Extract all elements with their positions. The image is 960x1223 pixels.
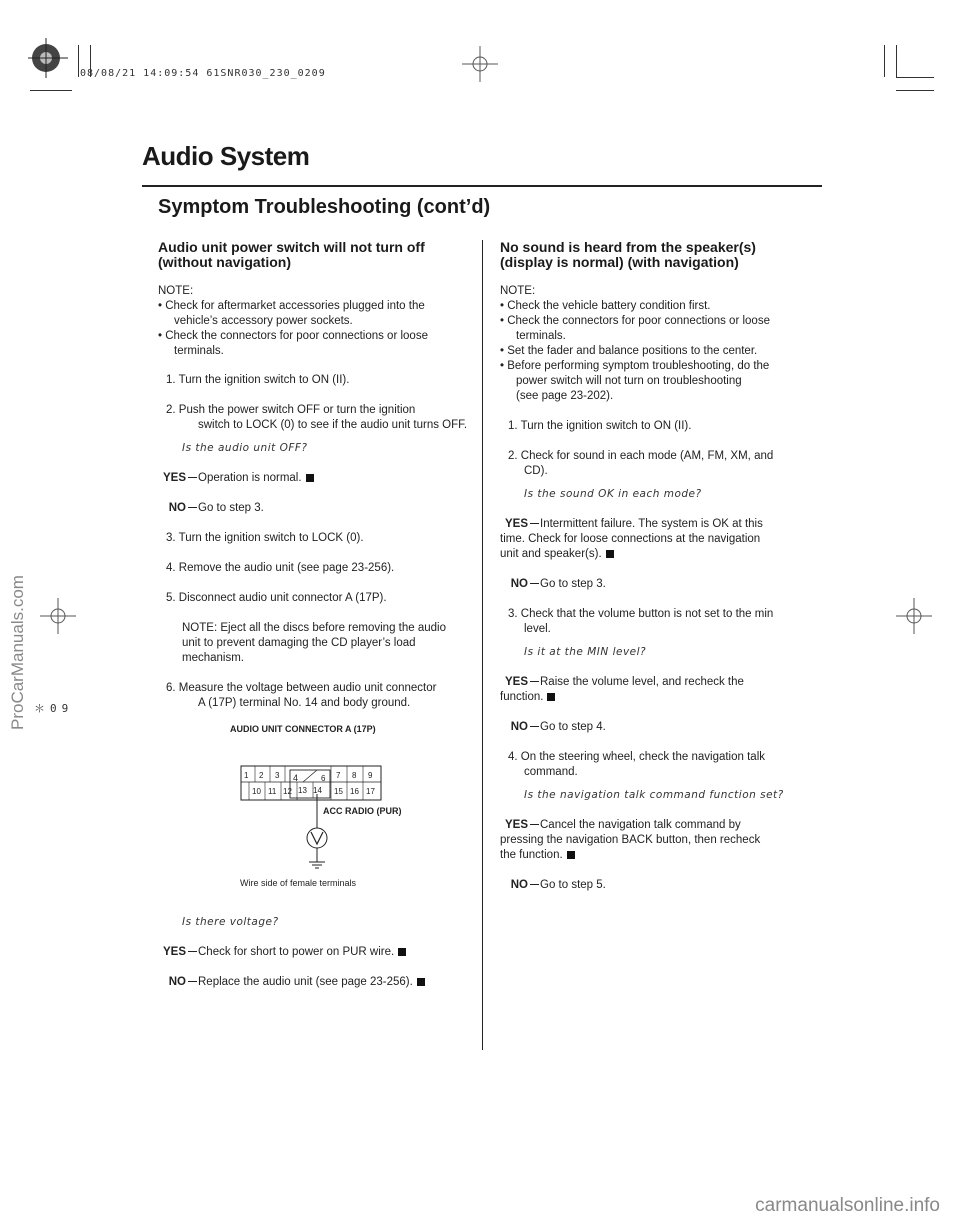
step-5-note-cont: unit to prevent damaging the CD player’s load <box>182 637 416 649</box>
pin-label: 15 <box>334 787 343 796</box>
question-3: Is the navigation talk command function set? <box>524 789 784 801</box>
pin-label: 12 <box>283 787 292 796</box>
answer-yes-cont: time. Check for loose connections at the navigation <box>500 533 761 545</box>
note-item-cont: power switch will not turn on troubleshooting <box>516 375 742 387</box>
step-6: 6. Measure the voltage between audio unit connector <box>166 682 437 694</box>
side-watermark: ProCarManuals.com <box>8 575 27 730</box>
page-title: Audio System <box>142 141 310 171</box>
step-1: 1. Turn the ignition switch to ON (II). <box>508 420 692 432</box>
right-heading <box>500 240 820 270</box>
end-square-icon <box>398 948 406 956</box>
step-4-cont: command. <box>524 766 578 778</box>
answer-yes: YES Cancel the navigation talk command by <box>504 819 741 831</box>
end-square-icon <box>567 851 575 859</box>
step-2-cont: CD). <box>524 465 548 477</box>
step-5: 5. Disconnect audio unit connector A (17P). <box>166 592 387 604</box>
figure-caption: Wire side of female terminals <box>240 878 357 888</box>
step-1: 1. Turn the ignition switch to ON (II). <box>166 374 350 386</box>
step-4: 4. On the steering wheel, check the navigation talk <box>508 751 765 763</box>
step-2-cont: switch to LOCK (0) to see if the audio unit turns OFF. <box>198 419 468 431</box>
right-heading-line2: (display is normal) (with navigation) <box>500 254 739 270</box>
figure-title: AUDIO UNIT CONNECTOR A (17P) <box>230 724 376 734</box>
pin-label: 14 <box>313 786 322 795</box>
pin-label: 1 <box>244 771 249 780</box>
note-item-cont: terminals. <box>516 330 566 342</box>
ground-icon <box>309 862 325 868</box>
answer-yes: YES Raise the volume level, and recheck the <box>504 676 744 688</box>
step-5-note-cont: mechanism. <box>182 652 244 664</box>
answer-yes-cont: pressing the navigation BACK button, then recheck <box>500 834 761 846</box>
connector-diagram <box>225 718 425 893</box>
note-item-cont: terminals. <box>174 345 224 357</box>
step-2: 2. Push the power switch OFF or turn the ignition <box>166 404 416 416</box>
pin-label: 6 <box>321 774 326 783</box>
left-column-lower <box>158 915 478 990</box>
left-heading-line1: Audio unit power switch will not turn off <box>158 239 425 255</box>
question-1: Is the audio unit OFF? <box>182 442 308 454</box>
answer-no: NO Go to step 5. <box>510 879 606 891</box>
footer-watermark: carmanualsonline.info <box>755 1195 940 1216</box>
crop-mark <box>896 90 934 91</box>
wire-label: ACC RADIO (PUR) <box>323 806 402 816</box>
answer-no: NO Go to step 3. <box>168 502 264 514</box>
note-item-cont: (see page 23-202). <box>516 390 614 402</box>
title-rule <box>142 185 822 187</box>
note-label: NOTE: <box>500 285 536 297</box>
note-item: • Before performing symptom troubleshooting, do the <box>500 360 770 372</box>
step-6-cont: A (17P) terminal No. 14 and body ground. <box>198 697 411 709</box>
pin-label: 10 <box>252 787 261 796</box>
answer-yes-cont: unit and speaker(s). <box>500 547 820 562</box>
answer-no: NO Go to step 3. <box>510 578 606 590</box>
pin-label: 9 <box>368 771 373 780</box>
section-title: Symptom Troubleshooting (cont’d) <box>158 196 491 218</box>
note-item: • Check the vehicle battery condition first. <box>500 300 711 312</box>
note-item: • Check the connectors for poor connections or loose <box>158 330 428 342</box>
note-item: • Check for aftermarket accessories plugged into the <box>158 300 425 312</box>
crop-mark <box>884 45 885 77</box>
answer-yes: YES Operation is normal. <box>158 471 478 486</box>
left-column <box>158 240 478 711</box>
answer-yes: YES Intermittent failure. The system is OK at this <box>504 518 763 530</box>
answer-no: NO Replace the audio unit (see page 23-256). <box>158 975 478 990</box>
note-item: • Check the connectors for poor connections or loose <box>500 315 770 327</box>
crop-mark <box>30 90 72 91</box>
pin-label: 17 <box>366 787 375 796</box>
step-4: 4. Remove the audio unit (see page 23-256). <box>166 562 395 574</box>
answer-no: NO Go to step 4. <box>510 721 606 733</box>
note-label: NOTE: <box>158 285 194 297</box>
pin-label: 11 <box>268 787 277 796</box>
pin-label: 3 <box>275 771 280 780</box>
page-code: ＊09 <box>34 702 74 715</box>
pin-label: 8 <box>352 771 357 780</box>
note-item-cont: vehicle’s accessory power sockets. <box>174 315 353 327</box>
answer-yes: YES Check for short to power on PUR wire. <box>158 945 478 960</box>
answer-yes-cont: the function. <box>500 848 820 863</box>
question-2: Is there voltage? <box>182 916 279 928</box>
pin-label: 2 <box>259 771 264 780</box>
end-square-icon <box>606 550 614 558</box>
note-item: • Set the fader and balance positions to the center. <box>500 345 758 357</box>
crop-mark <box>78 45 79 77</box>
step-2: 2. Check for sound in each mode (AM, FM, XM, and <box>508 450 774 462</box>
step-3: 3. Turn the ignition switch to LOCK (0). <box>166 532 364 544</box>
step-3: 3. Check that the volume button is not set to the min <box>508 608 774 620</box>
step-3-cont: level. <box>524 623 551 635</box>
right-column <box>500 240 820 893</box>
question-2: Is it at the MIN level? <box>524 646 647 658</box>
end-square-icon <box>306 474 314 482</box>
question-1: Is the sound OK in each mode? <box>524 488 702 500</box>
column-divider <box>482 240 483 1050</box>
pin-label: 4 <box>293 773 299 783</box>
end-square-icon <box>547 693 555 701</box>
left-heading <box>158 240 478 270</box>
pin-label: 16 <box>350 787 359 796</box>
step-5-note: NOTE: Eject all the discs before removing the audio <box>182 622 446 634</box>
crop-mark <box>896 77 934 78</box>
crop-mark <box>896 45 897 77</box>
end-square-icon <box>417 978 425 986</box>
left-heading-line2: (without navigation) <box>158 254 291 270</box>
right-heading-line1: No sound is heard from the speaker(s) <box>500 239 756 255</box>
pin-label: 13 <box>298 786 307 795</box>
answer-yes-cont: function. <box>500 690 820 705</box>
print-timestamp: 08/08/21 14:09:54 61SNR030_230_0209 <box>80 68 326 79</box>
pin-label: 7 <box>336 771 341 780</box>
